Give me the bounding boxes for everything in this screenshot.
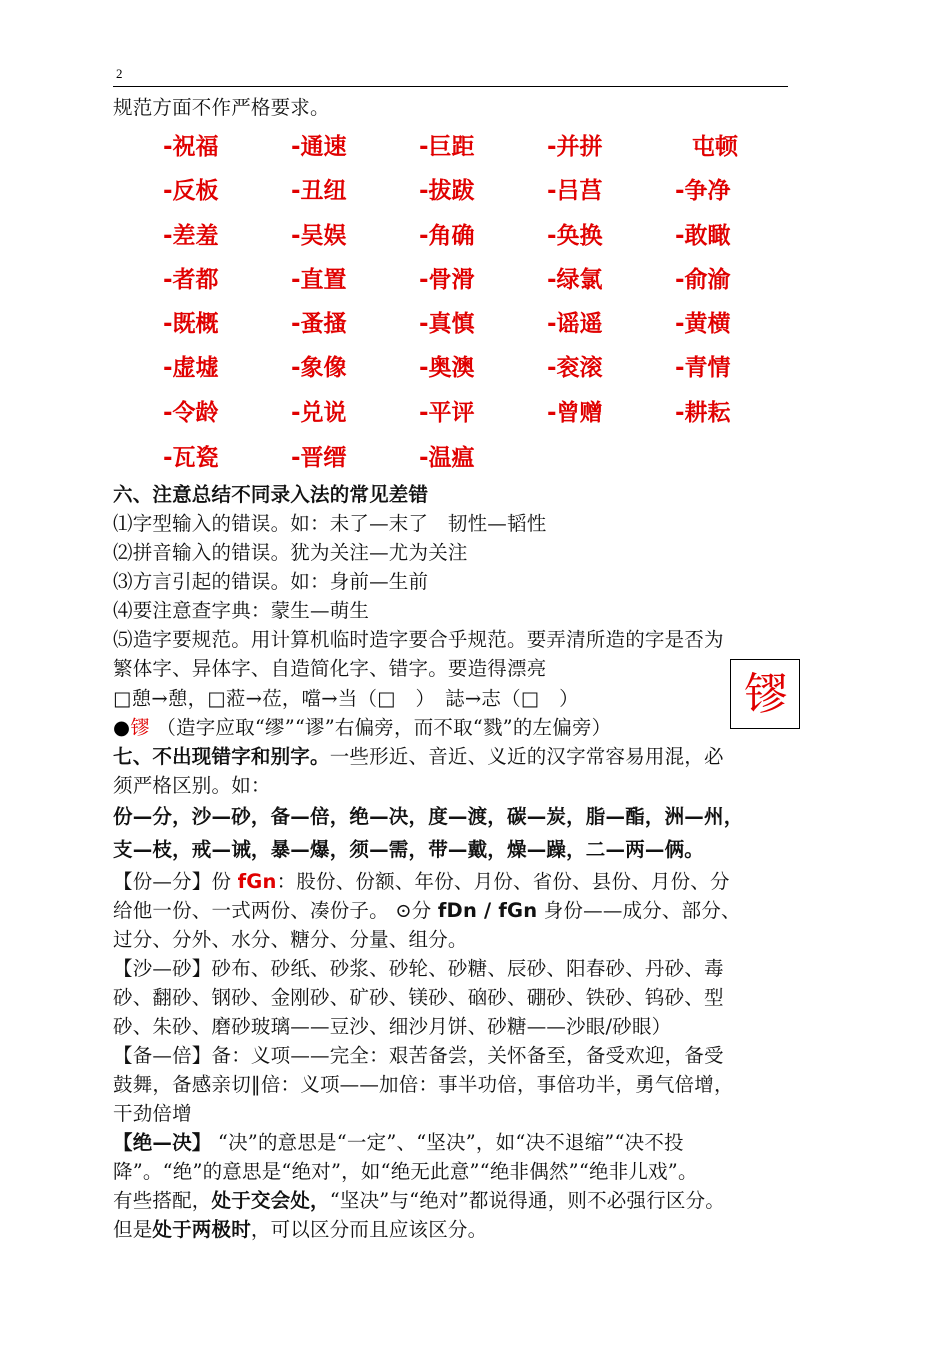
grid-item: -奂换 — [547, 223, 603, 249]
header-rule — [113, 86, 788, 87]
grid-item: -真慎 — [419, 311, 475, 337]
jue-line2: 降”。“绝”的意思是“绝对”，如“绝无此意”“绝非偶然”“绝非儿戏”。 — [113, 1160, 698, 1183]
grid-item: -绿氯 — [547, 267, 603, 293]
grid-item: -曾赠 — [547, 400, 603, 426]
grid-item: -耕耘 — [675, 400, 731, 426]
section7-heading: 七、不出现错字和别字。 — [113, 745, 330, 768]
fen-char: 份 — [211, 870, 232, 893]
grid-item: -温瘟 — [419, 445, 475, 471]
section7-intro-line2: 须严格区别。如： — [113, 774, 271, 797]
grid-item: -直置 — [291, 267, 347, 293]
grid-item: -者都 — [163, 267, 219, 293]
jue-label: 【绝—决】 — [113, 1131, 212, 1154]
section7-intro — [113, 741, 724, 769]
jue-line1 — [113, 1127, 684, 1155]
grid-item: 屯顿 — [692, 134, 738, 160]
section6-item: ⑴字型输入的错误。如：未了—末了 韧性—韬性 — [113, 512, 547, 535]
grid-item: -并拼 — [547, 134, 603, 160]
section6-item: ⑵拼音输入的错误。犹为关注—尤为关注 — [113, 541, 468, 564]
jue-line3 — [113, 1185, 725, 1213]
grid-item: -青情 — [675, 355, 731, 381]
section6-item: 繁体字、异体字、自造简化字、错字。要造得漂亮 — [113, 657, 547, 680]
grid-item: -兑说 — [291, 400, 347, 426]
grid-item: -祝福 — [163, 134, 219, 160]
fen-code: fGn — [237, 870, 277, 893]
grid-item: -敢瞰 — [675, 223, 731, 249]
fen-text2b: 身份——成分、部分、 — [543, 899, 741, 922]
jue-text4a: 但是 — [113, 1218, 153, 1241]
fen-line1 — [113, 866, 730, 894]
intro-text: 规范方面不作严格要求。 — [113, 96, 330, 119]
fen-line3: 过分、分外、水分、糖分、分量、组分。 — [113, 928, 468, 951]
grid-item: -骨滑 — [419, 267, 475, 293]
grid-item: -黄横 — [675, 311, 731, 337]
grid-item: -丑纽 — [291, 178, 347, 204]
jue-line4 — [113, 1214, 487, 1242]
section6-item: ⑸造字要规范。用计算机临时造字要合乎规范。要弄清所造的字是否为 — [113, 628, 724, 651]
bullet-note: （造字应取“缪”“谬”右偏旁，而不取“戮”的左偏旁） — [156, 716, 612, 739]
section6-item: ⑷要注意查字典：蒙生—萌生 — [113, 599, 370, 622]
grid-item: -角确 — [419, 223, 475, 249]
fen-code2: fDn / fGn — [437, 899, 538, 922]
sha-line3: 砂、朱砂、磨砂玻璃——豆沙、细沙月饼、砂糖——沙眼/砂眼） — [113, 1015, 672, 1038]
grid-item: -争净 — [675, 178, 731, 204]
jue-text3a: 有些搭配， — [113, 1189, 212, 1212]
bei-line1 — [113, 1040, 724, 1068]
grid-item: -衮滚 — [547, 355, 603, 381]
grid-item: -令龄 — [163, 400, 219, 426]
grid-item: -晋缙 — [291, 445, 347, 471]
section6-bullet-line — [113, 712, 611, 740]
confusable-pairs-line2: 支—枝，戒—诫，暴—爆，须—需，带—戴，燥—躁，二—两—俩。 — [113, 838, 705, 861]
grid-item: -象像 — [291, 355, 347, 381]
grid-item: -拔跋 — [419, 178, 475, 204]
fen-text2a: 给他一份、一式两份、凑份子。 — [113, 899, 389, 922]
fen-symbol: ⊙分 — [395, 899, 432, 922]
jue-text1: “决”的意思是“一定”、“坚决”，如“决不退缩”“决不投 — [217, 1131, 684, 1154]
grid-item: -奥澳 — [419, 355, 475, 381]
jue-text4b: ，可以区分而且应该区分。 — [250, 1218, 488, 1241]
grid-item: -吕莒 — [547, 178, 603, 204]
created-char: 镠 — [744, 669, 788, 720]
sha-label: 【沙—砂】 — [113, 957, 212, 980]
jue-text4-bold: 处于两极时 — [152, 1218, 251, 1241]
bei-line2: 鼓舞，备感亲切‖倍：义项——加倍：事半功倍，事倍功半，勇气倍增， — [113, 1073, 734, 1096]
bullet-dot: ● — [113, 716, 131, 739]
section6-examples: □憩→憩，□蒞→莅，噹→当（□ ） 誌→志（□ ） — [113, 687, 579, 710]
sha-line2: 砂、翻砂、钢砂、金刚砂、矿砂、镁砂、硇砂、硼砂、铁砂、钨砂、型 — [113, 986, 724, 1009]
created-char-box — [730, 659, 800, 729]
grid-item: -吴娱 — [291, 223, 347, 249]
fen-label: 【份—分】 — [113, 870, 212, 893]
section6-item: ⑶方言引起的错误。如：身前—生前 — [113, 570, 429, 593]
bei-line3: 干劲倍增 — [113, 1102, 192, 1125]
grid-item: -虚墟 — [163, 355, 219, 381]
grid-item: -谣遥 — [547, 311, 603, 337]
grid-item: -平评 — [419, 400, 475, 426]
bei-label: 【备—倍】 — [113, 1044, 212, 1067]
grid-item: -俞渝 — [675, 267, 731, 293]
confusable-pairs-line1: 份—分，沙—砂，备—倍，绝—决，度—渡，碳—炭，脂—酯，洲—州， — [113, 805, 744, 828]
grid-item: -既概 — [163, 311, 219, 337]
section7-intro-text: 一些形近、音近、义近的汉字常容易用混，必 — [329, 745, 724, 768]
fen-line2 — [113, 895, 741, 923]
jue-text3b: “坚决”与“绝对”都说得通，则不必强行区分。 — [329, 1189, 725, 1212]
sha-line1 — [113, 953, 724, 981]
section6-heading: 六、注意总结不同录入法的常见差错 — [113, 483, 429, 506]
grid-item: -反板 — [163, 178, 219, 204]
bei-text1: 备：义项——完全：艰苦备尝，关怀备至，备受欢迎，备受 — [211, 1044, 724, 1067]
grid-item: -差羞 — [163, 223, 219, 249]
jue-text3-bold: 处于交会处， — [211, 1189, 330, 1212]
bullet-char: 镠 — [130, 716, 150, 739]
grid-item: -蚤搔 — [291, 311, 347, 337]
sha-text1: 砂布、砂纸、砂浆、砂轮、砂糖、辰砂、阳春砂、丹砂、毒 — [211, 957, 724, 980]
grid-item: -瓦瓷 — [163, 445, 219, 471]
grid-item: -巨距 — [419, 134, 475, 160]
page-number: 2 — [116, 66, 123, 81]
fen-text: ：股份、份额、年份、月份、省份、县份、月份、分 — [276, 870, 730, 893]
grid-item: -通速 — [291, 134, 347, 160]
